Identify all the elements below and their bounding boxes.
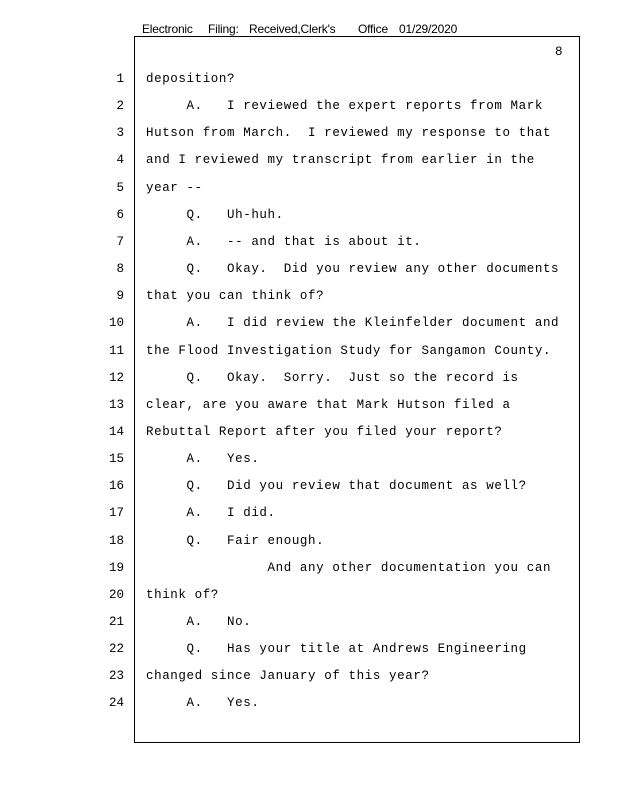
transcript-line [0, 208, 618, 228]
line-number: 9 [116, 289, 124, 304]
transcript-line [0, 344, 618, 364]
transcript-line [0, 615, 618, 635]
transcript-line [0, 126, 618, 146]
line-number: 2 [116, 99, 124, 114]
header-received-clerks: Received,Clerk's [249, 22, 336, 36]
line-text: A. No. [146, 615, 252, 629]
line-number: 23 [108, 669, 124, 684]
line-text: A. I reviewed the expert reports from Mark [146, 99, 543, 114]
header-electronic: Electronic [142, 22, 193, 36]
transcript-line [0, 371, 618, 391]
transcript-line [0, 99, 618, 119]
line-text: A. I did. [146, 506, 276, 521]
line-text: Q. Okay. Sorry. Just so the record is [146, 370, 519, 385]
line-text: A. I did review the Kleinfelder document and [146, 316, 560, 331]
line-number: 16 [108, 479, 124, 494]
transcript-line [0, 72, 618, 92]
transcript-line [0, 425, 618, 445]
line-number: 5 [116, 180, 124, 195]
line-text: Q. Fair enough. [146, 533, 325, 548]
line-number: 19 [108, 560, 124, 575]
line-text: clear, are you aware that Mark Hutson filed a [146, 397, 511, 412]
transcript-line [0, 262, 618, 282]
line-number: 22 [108, 642, 124, 657]
transcript-line [0, 534, 618, 554]
transcript-line [0, 696, 618, 716]
line-text: think of? [146, 587, 219, 602]
line-text: changed since January of this year? [146, 669, 430, 684]
line-number: 12 [108, 370, 124, 385]
transcript-line [0, 398, 618, 418]
transcript-line [0, 588, 618, 608]
line-number: 7 [116, 234, 124, 249]
header-date: 01/29/2020 [399, 22, 458, 36]
header-office: Office [358, 22, 388, 36]
line-text: Hutson from March. I reviewed my response to that [146, 126, 552, 141]
transcript-line [0, 506, 618, 526]
line-text: A. Yes. [146, 452, 260, 467]
line-number: 10 [108, 316, 124, 331]
line-number: 3 [116, 126, 124, 141]
transcript-line [0, 452, 618, 472]
line-text: Q. Uh-huh. [146, 207, 284, 222]
line-text: A. -- and that is about it. [146, 234, 422, 249]
line-number: 15 [108, 452, 124, 467]
transcript-line [0, 235, 618, 255]
header-filing: Filing: [208, 22, 239, 36]
line-text: Q. Has your title at Andrews Engineering [146, 642, 527, 657]
line-number: 13 [108, 397, 124, 412]
line-number: 8 [116, 262, 124, 277]
line-number: 18 [108, 533, 124, 548]
line-number: 6 [116, 207, 124, 222]
line-text: Q. Did you review that document as well? [146, 479, 527, 494]
transcript-line [0, 181, 618, 201]
page-number: 8 [555, 45, 563, 59]
transcript-line [0, 561, 618, 581]
line-text: A. Yes. [146, 696, 260, 711]
line-text: the Flood Investigation Study for Sangamon County. [146, 343, 552, 358]
line-text: that you can think of? [146, 289, 325, 304]
line-number: 4 [116, 153, 124, 168]
transcript-line [0, 316, 618, 336]
line-number: 11 [108, 343, 124, 358]
transcript-line [0, 289, 618, 309]
line-number: 14 [108, 424, 124, 439]
transcript-line [0, 153, 618, 173]
transcript-line [0, 479, 618, 499]
line-number: 21 [108, 615, 124, 629]
line-text: and I reviewed my transcript from earlier in the [146, 153, 535, 168]
line-text: year -- [146, 180, 203, 195]
line-text: Rebuttal Report after you filed your report? [146, 424, 503, 439]
line-number: 20 [108, 587, 124, 602]
transcript-line [0, 669, 618, 689]
transcript-line [0, 642, 618, 662]
line-number: 1 [116, 72, 124, 86]
line-text: deposition? [146, 72, 236, 86]
line-text: Q. Okay. Did you review any other documents [146, 262, 560, 277]
line-text: And any other documentation you can [146, 560, 552, 575]
line-number: 24 [108, 696, 124, 711]
line-number: 17 [108, 506, 124, 521]
